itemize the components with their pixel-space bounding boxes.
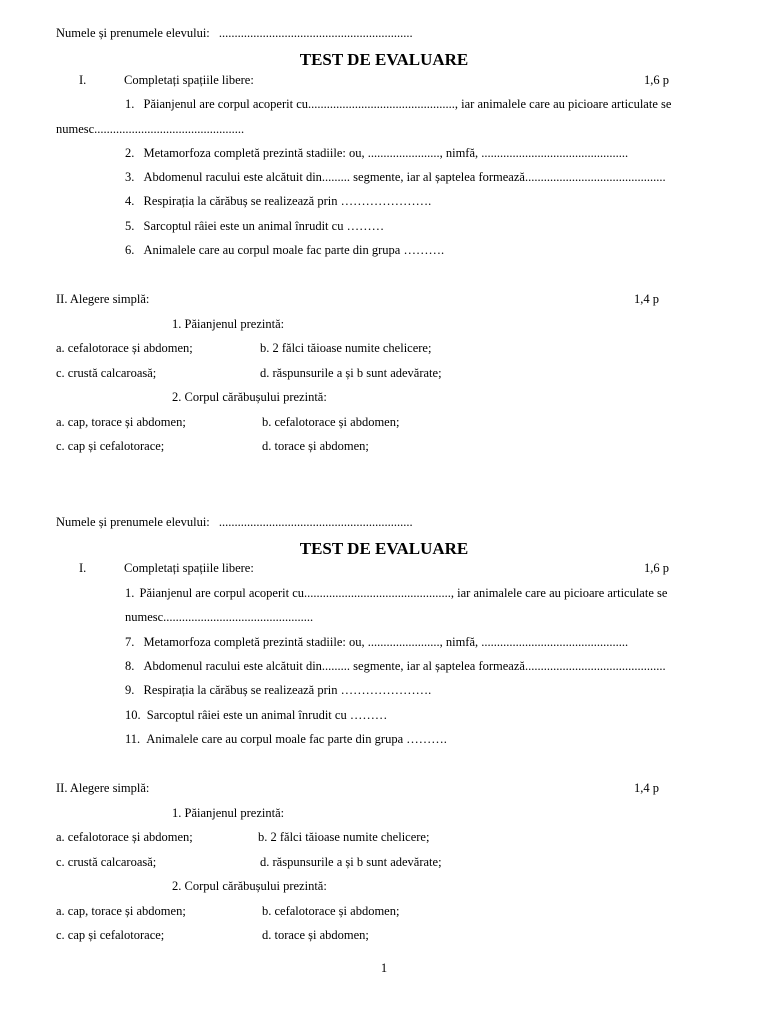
- option-b: b. 2 fălci tăioase numite chelicere;: [258, 830, 430, 844]
- item-text: Păianjenul are corpul acoperit cu..............................................., iar animalele care au picioare articulate se: [143, 97, 672, 111]
- item-text: Abdomenul racului este alcătuit din......... segmente, iar al șaptelea formează.............................................: [143, 170, 666, 184]
- list-item: [125, 707, 387, 723]
- option-c: c. crustă calcaroasă;: [56, 366, 157, 380]
- list-item: [125, 731, 447, 747]
- student-name-blank: ..............................................................: [218, 26, 413, 40]
- option-d: d. torace și abdomen;: [262, 928, 369, 942]
- test-title: TEST DE EVALUARE: [299, 50, 469, 69]
- section2-points: 1,4 p: [634, 292, 659, 306]
- option-c: c. cap și cefalotorace;: [56, 439, 165, 453]
- item-text: Păianjenul are corpul acoperit cu..............................................., iar animalele care au picioare articulate se: [139, 586, 668, 600]
- student-name-label: Numele și prenumele elevului:: [56, 515, 210, 529]
- list-item: [125, 658, 666, 674]
- student-name-label: Numele și prenumele elevului:: [56, 26, 210, 40]
- item-text: Metamorfoza completă prezintă stadiile: ou, ......................., nimfă, ...............................................: [143, 635, 629, 649]
- list-item: [125, 169, 666, 185]
- option-b: b. cefalotorace și abdomen;: [262, 415, 400, 429]
- item-text: Metamorfoza completă prezintă stadiile: ou, ......................., nimfă, ...............................................: [143, 146, 629, 160]
- option-b: b. cefalotorace și abdomen;: [262, 904, 400, 918]
- item-number: 1.: [125, 586, 135, 600]
- item-number: 11.: [125, 732, 141, 746]
- option-c: c. cap și cefalotorace;: [56, 928, 165, 942]
- item-number: 5.: [125, 219, 135, 233]
- item-number: 6.: [125, 243, 135, 257]
- section1-number: I.: [79, 561, 87, 575]
- section2-points: 1,4 p: [634, 781, 659, 795]
- list-item: [125, 242, 444, 258]
- item-text: Sarcoptul râiei este un animal înrudit cu ………: [146, 708, 388, 722]
- list-item: [125, 193, 431, 209]
- question-1: 1. Păianjenul prezintă:: [172, 806, 285, 820]
- section2-heading: II. Alegere simplă:: [56, 292, 150, 306]
- student-name-blank: ..............................................................: [218, 515, 413, 529]
- question-2: 2. Corpul cărăbușului prezintă:: [172, 390, 327, 404]
- student-name-line: [56, 25, 413, 41]
- option-c: c. crustă calcaroasă;: [56, 855, 157, 869]
- section1-points: 1,6 p: [644, 561, 669, 575]
- option-b: b. 2 fălci tăioase numite chelicere;: [260, 341, 432, 355]
- item-number: 2.: [125, 146, 135, 160]
- list-item: [125, 218, 384, 234]
- page-number: 1: [380, 961, 388, 975]
- section2-heading: II. Alegere simplă:: [56, 781, 150, 795]
- section1-heading: Completați spațiile libere:: [124, 73, 254, 87]
- option-d: d. torace și abdomen;: [262, 439, 369, 453]
- item-number: 8.: [125, 659, 135, 673]
- item-number: 1.: [125, 97, 135, 111]
- option-a: a. cap, torace și abdomen;: [56, 904, 186, 918]
- section1-number: I.: [79, 73, 87, 87]
- item-continuation: numesc................................................: [56, 122, 245, 136]
- list-item: [125, 682, 431, 698]
- list-item: [125, 145, 628, 161]
- item-text: Abdomenul racului este alcătuit din......... segmente, iar al șaptelea formează.............................................: [143, 659, 666, 673]
- section1-heading: Completați spațiile libere:: [124, 561, 254, 575]
- list-item: [125, 96, 671, 112]
- item-text: Sarcoptul râiei este un animal înrudit cu ………: [143, 219, 385, 233]
- section1-points: 1,6 p: [644, 73, 669, 87]
- option-d: d. răspunsurile a și b sunt adevărate;: [260, 366, 442, 380]
- list-item: [125, 585, 667, 601]
- item-continuation: numesc................................................: [125, 610, 314, 624]
- option-a: a. cap, torace și abdomen;: [56, 415, 186, 429]
- item-number: 3.: [125, 170, 135, 184]
- question-1: 1. Păianjenul prezintă:: [172, 317, 285, 331]
- item-number: 7.: [125, 635, 135, 649]
- student-name-line: [56, 514, 413, 530]
- item-text: Animalele care au corpul moale fac parte din grupa ……….: [143, 243, 445, 257]
- item-text: Respirația la cărăbuș se realizează prin ………………….: [143, 194, 432, 208]
- item-text: Animalele care au corpul moale fac parte din grupa ……….: [146, 732, 447, 746]
- item-number: 10.: [125, 708, 141, 722]
- option-a: a. cefalotorace și abdomen;: [56, 830, 193, 844]
- item-text: Respirația la cărăbuș se realizează prin ………………….: [143, 683, 432, 697]
- item-number: 9.: [125, 683, 135, 697]
- list-item: [125, 634, 628, 650]
- test-title: TEST DE EVALUARE: [299, 539, 469, 558]
- question-2: 2. Corpul cărăbușului prezintă:: [172, 879, 327, 893]
- item-number: 4.: [125, 194, 135, 208]
- option-a: a. cefalotorace și abdomen;: [56, 341, 193, 355]
- option-d: d. răspunsurile a și b sunt adevărate;: [260, 855, 442, 869]
